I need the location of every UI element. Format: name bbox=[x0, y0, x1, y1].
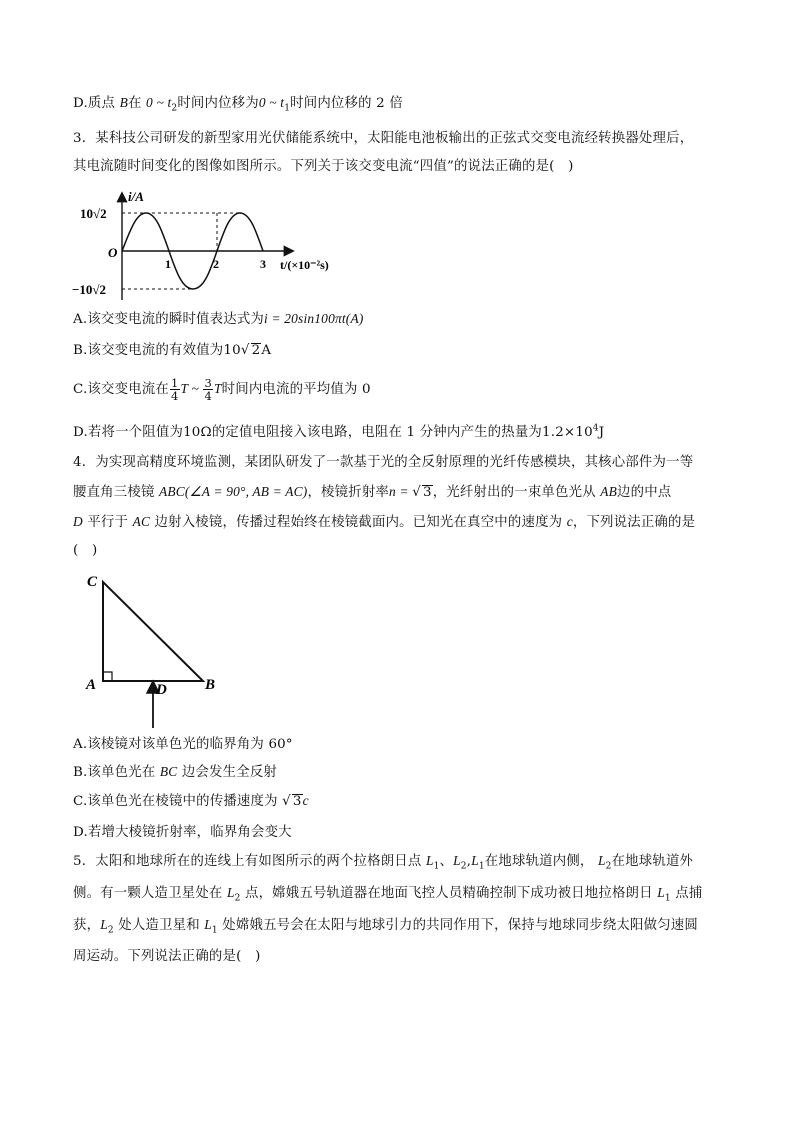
q3-c-t2: T bbox=[213, 381, 222, 396]
l2-sub-2: 2 bbox=[605, 861, 612, 872]
q2-d-prefix: D.质点 bbox=[73, 96, 120, 111]
origin-label: O bbox=[108, 245, 118, 260]
q3-option-c bbox=[73, 377, 371, 402]
l1-label-2: L bbox=[471, 853, 479, 868]
l2-sub-4: 2 bbox=[107, 925, 114, 936]
q3-a-prefix: A.该交变电流的瞬时值表达式为 bbox=[73, 312, 265, 327]
q4-ac: AC bbox=[132, 514, 151, 529]
q3-d-unit: J bbox=[598, 425, 605, 440]
q4-l3-d: ，下列说法正确的是 bbox=[572, 515, 696, 530]
q5-l1-b: 在地球轨道内侧， bbox=[484, 854, 594, 869]
q4-n-radicand: 3 bbox=[422, 485, 432, 500]
l2-label-2: L bbox=[598, 853, 606, 868]
q3-b-value: 10 bbox=[223, 343, 241, 358]
l2-sub-3: 2 bbox=[234, 893, 241, 904]
q5-l2-c: 点捕 bbox=[670, 886, 703, 901]
q2-d-mid1: 在 bbox=[127, 96, 142, 111]
q5-stem-line2 bbox=[73, 883, 702, 904]
y-max-label: 10√2 bbox=[80, 206, 107, 221]
q4-c-light-speed: c bbox=[302, 793, 309, 808]
l1-sub-4: 1 bbox=[211, 925, 218, 936]
q3-d-heat: 1.2×10 bbox=[542, 425, 593, 440]
q3-c-prefix: C.该交变电流在 bbox=[73, 382, 169, 397]
q4-n: n = bbox=[389, 484, 413, 499]
q3-d-resistance: 10Ω bbox=[183, 425, 212, 440]
l2-label-4: L bbox=[100, 917, 108, 932]
l1-label-4: L bbox=[204, 917, 212, 932]
x-tick-1: 1 bbox=[165, 257, 171, 271]
range-b-sub: 1 bbox=[284, 103, 291, 114]
range-a-sub: 2 bbox=[171, 103, 178, 114]
q4-l2-b: ，棱镜折射率 bbox=[307, 485, 389, 500]
q3-a-formula: i = 20sin100πt(A) bbox=[264, 311, 364, 326]
q4-option-b bbox=[73, 762, 277, 783]
label-d: D bbox=[156, 682, 167, 698]
q4-stem-line4: ( ) bbox=[73, 543, 98, 558]
q4-l2-d: 边的中点 bbox=[617, 485, 672, 500]
q5-l3-c: 处嫦娥五号会在太阳与地球引力的共同作用下，保持与地球同步绕太阳做匀速圆 bbox=[217, 918, 698, 933]
q4-option-a: A.该棱镜对该单色光的临界角为 60° bbox=[73, 737, 293, 752]
q5-l1-c: 在地球轨道外 bbox=[611, 854, 694, 869]
q3-d-mid: 的定值电阻接入该电路，电阻在 1 分钟内产生的热量为 bbox=[211, 425, 543, 440]
label-b: B bbox=[205, 677, 216, 693]
q3-b-radicand: 2 bbox=[251, 343, 261, 358]
q4-prism-diagram bbox=[80, 568, 230, 733]
q4-b-prefix: B.该单色光在 bbox=[73, 765, 160, 780]
l2-sub: 2 bbox=[460, 861, 467, 872]
q2-option-d bbox=[73, 93, 403, 114]
q4-stem-line2 bbox=[73, 482, 671, 503]
q3-b-unit: A bbox=[261, 343, 272, 358]
y-axis-label: i/A bbox=[128, 189, 144, 204]
q4-ab: AB bbox=[600, 484, 618, 499]
fraction-three-quarters: $\frac{3}{4}$ bbox=[204, 376, 212, 403]
q3-stem-line1: 3．某科技公司研发的新型家用光伏储能系统中，太阳能电池板输出的正弦式交变电流经转换器处理后， bbox=[73, 131, 694, 146]
q4-c-prefix: C.该单色光在棱镜中的传播速度为 bbox=[73, 794, 283, 809]
q4-prism-formula: ABC(∠A = 90°, AB = AC) bbox=[159, 484, 308, 499]
q4-option-d: D.若增大棱镜折射率，临界角会变大 bbox=[73, 825, 292, 840]
label-c: C bbox=[87, 574, 98, 590]
q5-l1-a: 5．太阳和地球所在的连线上有如图所示的两个拉格朗日点 bbox=[73, 854, 426, 869]
prism-triangle bbox=[103, 582, 203, 681]
q3-option-b bbox=[73, 341, 271, 361]
q2-d-mid2: 时间内位移为 bbox=[177, 96, 259, 111]
q5-sep: 、 bbox=[439, 854, 454, 869]
q4-l3-a: 平行于 bbox=[82, 515, 133, 530]
q4-option-c bbox=[73, 791, 309, 812]
q4-b-suffix: 边会发生全反射 bbox=[177, 765, 278, 780]
q3-b-prefix: B.该交变电流的有效值为 bbox=[73, 343, 224, 358]
fraction-one-quarter: $\frac{1}{4}$ bbox=[170, 376, 179, 403]
range-a: 0 ~ t bbox=[146, 95, 172, 110]
range-b: 0 ~ t bbox=[258, 95, 285, 110]
q3-option-a bbox=[73, 309, 364, 330]
l1-sub-3: 1 bbox=[664, 893, 671, 904]
y-min-label: −10√2 bbox=[72, 282, 107, 297]
l1-label: L bbox=[425, 853, 434, 868]
q5-stem-line4: 周运动。下列说法正确的是( ) bbox=[73, 949, 261, 964]
x-tick-3: 3 bbox=[260, 257, 266, 271]
label-a: A bbox=[86, 677, 97, 693]
q4-stem-line1: 4．为实现高精度环境监测，某团队研发了一款基于光的全反射原理的光纤传感模块，其核心部件为一等 bbox=[73, 455, 694, 470]
q3-c-suffix: 时间内电流的平均值为 0 bbox=[221, 382, 371, 397]
q4-stem-line3 bbox=[73, 512, 695, 533]
l1-sub: 1 bbox=[433, 861, 440, 872]
q3-c-t1: T ~ bbox=[180, 381, 203, 396]
right-angle-mark bbox=[103, 672, 112, 681]
q4-point-d: D bbox=[73, 514, 83, 529]
q4-bc: BC bbox=[159, 764, 178, 779]
q3-d-prefix: D.若将一个阻值为 bbox=[73, 425, 184, 440]
q5-l3-a: 获， bbox=[73, 918, 101, 933]
q3-stem-line2: 其电流随时间变化的图像如图所示。下列关于该交变电流“四值”的说法正确的是( ) bbox=[73, 159, 574, 174]
q5-l3-b: 处人造卫星和 bbox=[113, 918, 205, 933]
q5-stem-line3 bbox=[73, 915, 698, 936]
q4-c: c bbox=[566, 514, 573, 529]
q5-l2-a: 侧。有一颗人造卫星处在 bbox=[73, 886, 227, 901]
l2-label-3: L bbox=[226, 885, 235, 900]
q4-l3-b: 边射入棱镜，传播过程始终在棱镜截面内。已知光在真空中的速度为 bbox=[150, 515, 567, 530]
l2-label: L bbox=[453, 853, 461, 868]
sqrt-sign: √ bbox=[282, 794, 291, 809]
sqrt-sign: √ bbox=[240, 343, 250, 358]
q4-c-radicand: 3 bbox=[292, 794, 302, 809]
q3-d-exp: 4 bbox=[592, 423, 599, 434]
point-b: B bbox=[119, 95, 128, 110]
q5-l2-b: 点，嫦娥五号轨道器在地面飞控人员精确控制下成功被日地拉格朗日 bbox=[240, 886, 658, 901]
x-axis-label: t/(×10⁻²s) bbox=[280, 258, 329, 272]
l1-sub-2: 1 bbox=[478, 861, 485, 872]
l1-label-3: L bbox=[657, 885, 665, 900]
q5-stem-line1: 5．太阳和地球所在的连线上有如图所示的两个拉格朗日点 $L_1$、$L_2,L_1$在地球轨道内侧， $L_2$在地球轨道外 bbox=[73, 853, 694, 872]
q3-option-d bbox=[73, 423, 604, 443]
sqrt-sign: √ bbox=[412, 485, 421, 500]
q4-l2-a: 腰直角三棱镜 bbox=[73, 485, 159, 500]
x-tick-2: 2 bbox=[213, 257, 219, 271]
q3-current-graph bbox=[70, 188, 360, 303]
q2-d-suffix: 时间内位移的 2 倍 bbox=[290, 96, 403, 111]
q4-l2-c: ，光纤射出的一束单色光从 bbox=[432, 485, 601, 500]
